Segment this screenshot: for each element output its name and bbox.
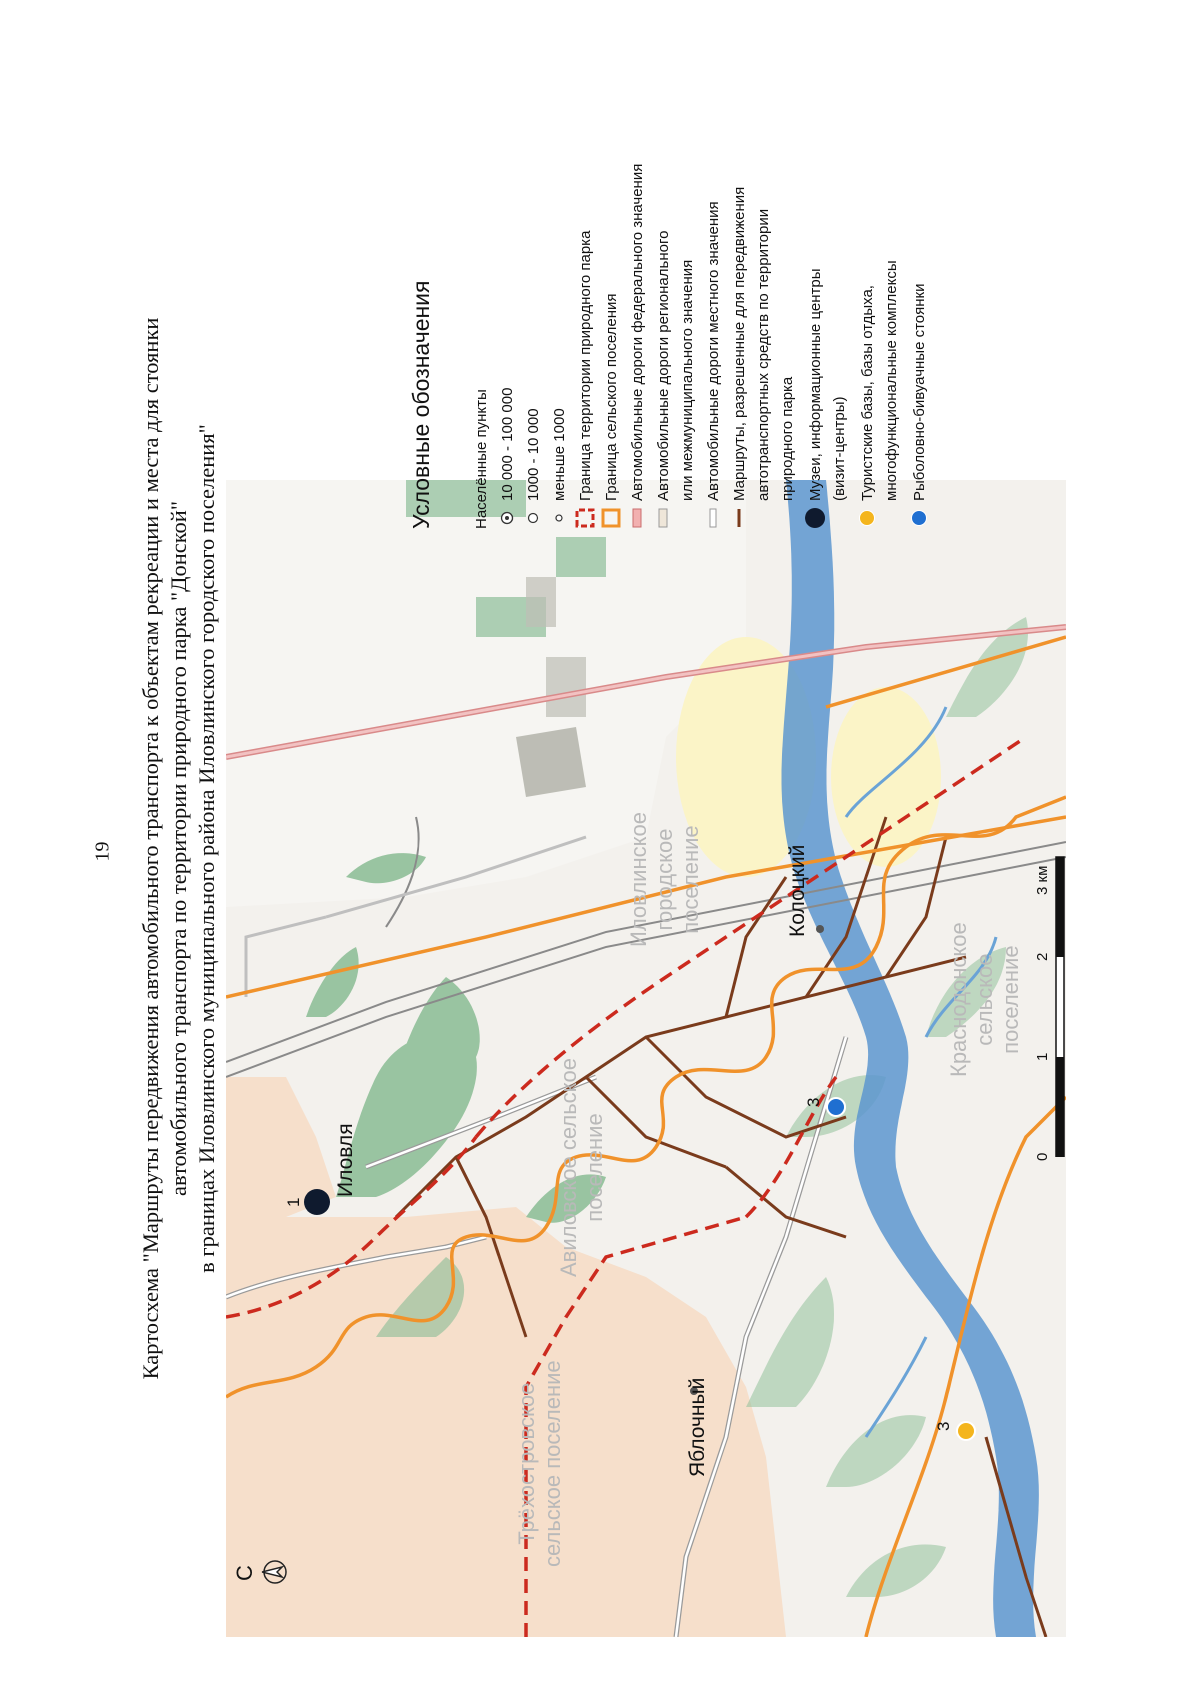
local-road-icon: [702, 507, 724, 529]
area-label-ilovlinskoe-2: городское: [652, 828, 677, 931]
tourist-marker-icon: [856, 507, 878, 529]
area-label-ilovlinskoe-1: Иловлинское: [626, 812, 651, 947]
fishing-marker-icon: [908, 507, 930, 529]
legend-label-pop-medium: 1000 - 10 000: [524, 408, 542, 501]
area-label-ilovlinskoe: [626, 812, 704, 947]
area-label-avilovskoe-1: Авиловское сельское: [556, 1057, 581, 1277]
settlement-medium-icon: [522, 507, 544, 529]
area-label-trekhostrovskoe-2: сельское поселение: [540, 1360, 565, 1567]
legend-title: Условные обозначения: [408, 280, 434, 529]
legend-label-routes-1: Маршруты, разрешенные для передвижения: [730, 186, 748, 501]
park-boundary-icon: [574, 507, 596, 529]
title-line-2: автомобильного транспорта по территории природного парка "Донской": [166, 500, 191, 1197]
town-label-ilovlya: Иловля: [334, 1123, 357, 1197]
legend-row-rural-boundary: [600, 293, 622, 529]
legend-row-tourist-cont: [880, 260, 902, 529]
legend-row-federal-road: [626, 164, 648, 529]
town-label-kolotsky: Колоцкий: [786, 844, 809, 937]
area-label-trekhostrovskoe-1: Трёхостровское: [514, 1382, 539, 1545]
scale-tick-0: 0: [1034, 1152, 1051, 1161]
area-label-krasnodonskoe: [946, 922, 1024, 1077]
legend-row-routes-cont-2: [776, 377, 798, 529]
map-canvas: [226, 480, 1066, 1637]
legend-row-fishing: [908, 284, 930, 529]
area-label-trekhostrovskoe: [514, 1360, 566, 1567]
fishing-marker-number: 3: [804, 1097, 823, 1107]
legend-row-museums: [804, 269, 826, 530]
rural-boundary-icon: [600, 507, 622, 529]
settlement-large-icon: [496, 507, 518, 529]
legend-label-pop-small: меньше 1000: [550, 408, 568, 501]
legend-row-tourist: [856, 285, 878, 529]
area-label-avilovskoe: [556, 1058, 608, 1277]
north-arrow-icon: [260, 1557, 290, 1587]
legend-label-museums-2: (визит-центры): [830, 396, 848, 501]
museum-marker-number: 1: [284, 1197, 303, 1207]
federal-road-icon: [626, 507, 648, 529]
north-label: С: [232, 1565, 257, 1581]
scale-bar: [1034, 852, 1074, 1161]
area-label-ilovlinskoe-3: поселение: [678, 825, 703, 934]
legend-label-regional-road-1: Автомобильные дороги регионального: [654, 230, 672, 501]
scale-tick-1: 1: [1034, 1052, 1051, 1061]
kolotsky-dot: [816, 925, 824, 933]
map[interactable]: [226, 480, 1066, 1637]
legend-row-pop-small: [548, 408, 570, 529]
area-label-krasnodonskoe-2: сельское: [972, 953, 997, 1046]
town-label-yablochny: Яблочный: [686, 1377, 709, 1477]
scale-tick-3: 3 км: [1034, 865, 1051, 895]
route-line-icon: [728, 507, 750, 529]
legend-settlements-header: [470, 389, 492, 529]
legend-label-routes-3: природного парка: [778, 376, 796, 501]
legend-label-park-boundary: Граница территории природного парка: [576, 230, 594, 501]
tourist-marker[interactable]: [956, 1421, 976, 1441]
tourist-marker-number: 3: [934, 1421, 953, 1431]
legend-row-park-boundary: [574, 231, 596, 529]
legend-row-museums-cont: [828, 396, 850, 529]
scale-bar-graphic: [1054, 852, 1074, 1157]
legend-row-regional-road: [652, 231, 674, 529]
regional-road-icon: [652, 507, 674, 529]
settlement-small-icon: [548, 507, 570, 529]
legend-label-regional-road-2: или межмуниципального значения: [678, 259, 696, 501]
legend-row-local-road: [702, 201, 724, 529]
legend-label-routes-2: автотранспортных средств по территории: [754, 208, 772, 501]
legend-label-museums-1: Музеи, информационные центры: [806, 268, 824, 501]
title-line-3: в границах Иловлинского муниципального района Иловлинского городского поселения": [194, 424, 219, 1273]
area-label-avilovskoe-2: поселение: [582, 1113, 607, 1222]
legend-label-local-road: Автомобильные дороги местного значения: [704, 201, 722, 501]
legend-label-tourist-1: Туристские базы, базы отдыха,: [858, 285, 876, 501]
legend-settlements-header-text: Населённые пункты: [472, 389, 490, 529]
legend-row-pop-medium: [522, 408, 544, 529]
page-number: 19: [91, 841, 114, 862]
legend-row-routes-cont-1: [752, 209, 774, 529]
legend-row-routes: [728, 187, 750, 529]
museum-marker[interactable]: [304, 1189, 330, 1215]
legend-label-federal-road: Автомобильные дороги федерального значения: [628, 163, 646, 501]
title-line-1: Картосхема "Маршруты передвижения автомобильного транспорта к объектам рекреации и места для стоянки: [138, 317, 163, 1380]
museum-marker-icon: [804, 507, 826, 529]
legend-row-pop-large: [496, 388, 518, 529]
area-label-krasnodonskoe-1: Краснодонское: [946, 922, 971, 1077]
legend-label-pop-large: 10 000 - 100 000: [498, 387, 516, 501]
legend-label-rural-boundary: Граница сельского поселения: [602, 293, 620, 501]
legend-label-fishing: Рыболовно-бивуачные стоянки: [910, 283, 928, 501]
legend-row-regional-road-cont: [676, 260, 698, 529]
area-label-krasnodonskoe-3: поселение: [998, 945, 1023, 1054]
legend-label-tourist-2: многофункциональные комплексы: [882, 260, 900, 501]
fishing-marker[interactable]: [826, 1097, 846, 1117]
scale-tick-2: 2: [1034, 952, 1051, 961]
